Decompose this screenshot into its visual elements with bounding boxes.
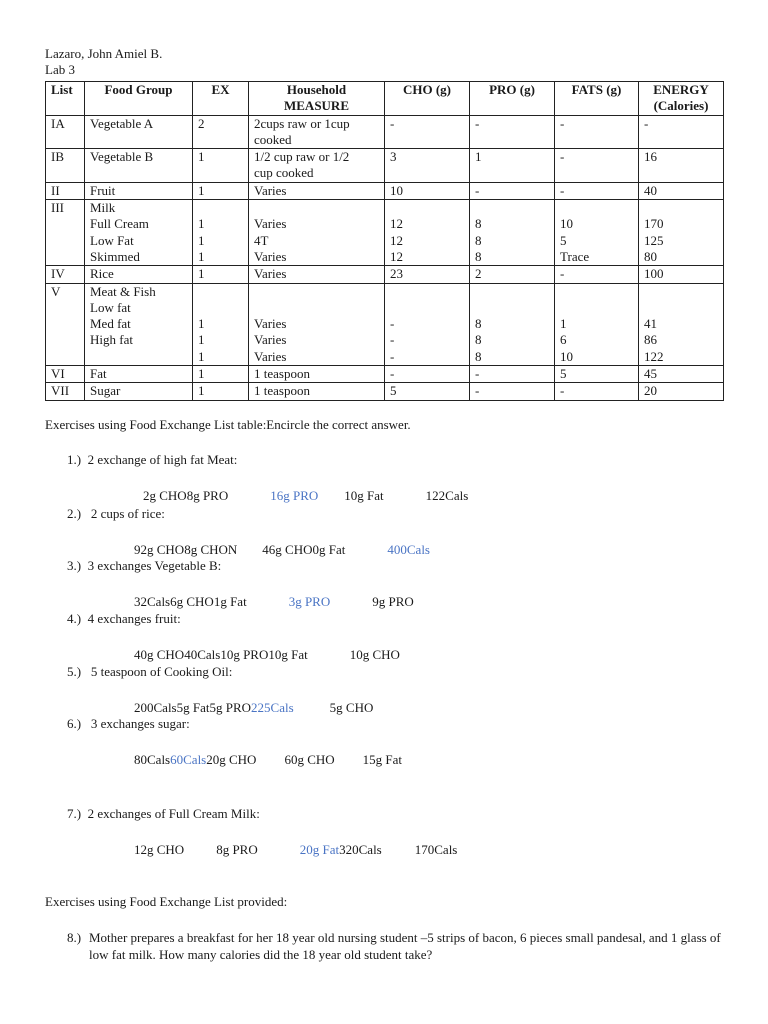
answer-option[interactable]: 15g Fat xyxy=(362,752,403,767)
table-cell: - xyxy=(385,115,470,149)
table-cell: Varies Varies Varies xyxy=(249,283,385,365)
table-cell: - xyxy=(470,115,555,149)
question-number: 4.) xyxy=(67,611,85,626)
table-cell: 12 12 12 xyxy=(385,200,470,266)
question-text: 4 exchanges fruit: xyxy=(84,611,181,626)
answer-option[interactable]: 8g CHON xyxy=(184,542,238,557)
table-header-row xyxy=(46,82,724,116)
answer-option[interactable]: 80Cals xyxy=(134,752,171,767)
answer-option[interactable]: 92g CHO xyxy=(134,542,185,557)
table-cell: 20 xyxy=(639,383,724,400)
answer-option[interactable]: 0g Fat xyxy=(312,542,346,557)
question-4 xyxy=(67,611,181,627)
question-text: 2 exchange of high fat Meat: xyxy=(84,452,238,467)
answer-option[interactable]: 12g CHO xyxy=(134,842,185,857)
table-cell: Meat & Fish Low fat Med fat High fat xyxy=(85,283,193,365)
table-cell: 1 xyxy=(193,149,249,183)
table-cell: 10 xyxy=(385,182,470,199)
table-cell: 1 1 1 xyxy=(193,200,249,266)
question-number: 7.) xyxy=(67,806,85,821)
question-number: 5.) xyxy=(67,664,85,679)
table-cell: Sugar xyxy=(85,383,193,400)
table-cell: - xyxy=(555,182,639,199)
table-cell: III xyxy=(46,200,85,266)
answer-option-highlighted[interactable]: 16g PRO xyxy=(270,488,319,503)
question-text: 3 exchanges sugar: xyxy=(84,716,190,731)
table-cell: 3 xyxy=(385,149,470,183)
answer-option[interactable]: 5g PRO xyxy=(209,700,252,715)
table-row xyxy=(46,266,724,283)
table-cell: Fat xyxy=(85,366,193,383)
table-cell: 45 xyxy=(639,366,724,383)
column-header: Household MEASURE xyxy=(249,82,385,116)
table-cell: IA xyxy=(46,115,85,149)
table-cell: 1 xyxy=(193,366,249,383)
answer-option[interactable]: 8g PRO xyxy=(216,842,258,857)
answer-option[interactable]: 122Cals xyxy=(425,488,469,503)
table-cell: 40 xyxy=(639,182,724,199)
table-cell: 1 xyxy=(193,182,249,199)
table-cell: 1 teaspoon xyxy=(249,383,385,400)
table-cell: IV xyxy=(46,266,85,283)
table-cell: 2cups raw or 1cup cooked xyxy=(249,115,385,149)
answer-option[interactable]: 170Cals xyxy=(414,842,458,857)
table-cell: Varies xyxy=(249,266,385,283)
question-2 xyxy=(67,506,165,522)
table-cell: 1 teaspoon xyxy=(249,366,385,383)
answer-option[interactable]: 20g CHO xyxy=(206,752,257,767)
table-cell: 8 8 8 xyxy=(470,200,555,266)
table-cell: 170 125 80 xyxy=(639,200,724,266)
answer-option-highlighted[interactable]: 3g PRO xyxy=(288,594,331,609)
column-header: CHO (g) xyxy=(385,82,470,116)
question-number: 3.) xyxy=(67,558,85,573)
table-cell: - xyxy=(470,182,555,199)
answer-options xyxy=(134,842,457,858)
answer-option[interactable]: 10g PRO xyxy=(220,647,269,662)
table-row xyxy=(46,366,724,383)
answer-option[interactable]: 9g PRO xyxy=(372,594,414,609)
table-cell: 1/2 cup raw or 1/2 cup cooked xyxy=(249,149,385,183)
answer-option[interactable]: 60g CHO xyxy=(284,752,335,767)
question-number: 8.) xyxy=(67,930,82,945)
food-exchange-table xyxy=(45,81,724,401)
exercise-instructions: Exercises using Food Exchange List table:Encircle the correct answer. xyxy=(45,417,411,432)
table-row xyxy=(46,283,724,365)
table-cell: VII xyxy=(46,383,85,400)
answer-options xyxy=(134,647,400,663)
question-text: 2 exchanges of Full Cream Milk: xyxy=(84,806,260,821)
table-row xyxy=(46,182,724,199)
answer-option[interactable]: 200Cals xyxy=(134,700,177,715)
question-number: 2.) xyxy=(67,506,85,521)
answer-option[interactable]: 5g CHO xyxy=(329,700,374,715)
column-header: PRO (g) xyxy=(470,82,555,116)
table-cell: - - - xyxy=(385,283,470,365)
table-cell: Varies xyxy=(249,182,385,199)
table-cell: 1 xyxy=(470,149,555,183)
table-cell: VI xyxy=(46,366,85,383)
answer-option[interactable]: 40g CHO xyxy=(134,647,185,662)
table-cell: 1 1 1 xyxy=(193,283,249,365)
exercise-instructions-2: Exercises using Food Exchange List provided: xyxy=(45,894,288,909)
question-1 xyxy=(67,452,237,468)
table-cell: 5 xyxy=(385,383,470,400)
table-cell: IB xyxy=(46,149,85,183)
table-cell: - xyxy=(470,383,555,400)
table-row xyxy=(46,115,724,149)
table-cell: II xyxy=(46,182,85,199)
question-6 xyxy=(67,716,190,732)
answer-options xyxy=(134,700,373,716)
answer-option[interactable]: 8g PRO xyxy=(186,488,229,503)
table-cell: - xyxy=(385,366,470,383)
question-7 xyxy=(67,806,260,822)
answer-option-highlighted[interactable]: 20g Fat xyxy=(299,842,340,857)
table-cell: 10 5 Trace xyxy=(555,200,639,266)
table-cell: 1 xyxy=(193,266,249,283)
column-header: List xyxy=(46,82,85,116)
table-row xyxy=(46,200,724,266)
question-text: 3 exchanges Vegetable B: xyxy=(84,558,222,573)
table-cell: 16 xyxy=(639,149,724,183)
answer-option[interactable]: 10g Fat xyxy=(344,488,384,503)
document-header xyxy=(45,46,162,78)
question-5 xyxy=(67,664,232,680)
answer-option[interactable]: 46g CHO xyxy=(262,542,313,557)
student-name: Lazaro, John Amiel B. xyxy=(45,46,163,61)
answer-option[interactable]: 10g Fat xyxy=(268,647,308,662)
column-header: FATS (g) xyxy=(555,82,639,116)
table-cell: V xyxy=(46,283,85,365)
column-header: Food Group xyxy=(85,82,193,116)
answer-option[interactable]: 40Cals xyxy=(184,647,221,662)
table-cell: Varies 4T Varies xyxy=(249,200,385,266)
table-cell: 100 xyxy=(639,266,724,283)
question-text: 5 teaspoon of Cooking Oil: xyxy=(84,664,233,679)
table-cell: - xyxy=(555,383,639,400)
answer-option[interactable]: 320Cals xyxy=(339,842,382,857)
table-cell: 2 xyxy=(193,115,249,149)
question-number: 6.) xyxy=(67,716,85,731)
answer-option[interactable]: 5g Fat xyxy=(176,700,210,715)
table-row xyxy=(46,383,724,400)
answer-option[interactable]: 2g CHO xyxy=(143,488,187,503)
answer-option[interactable]: 10g CHO xyxy=(349,647,400,662)
answer-option-highlighted[interactable]: 225Cals xyxy=(251,700,294,715)
table-cell: Fruit xyxy=(85,182,193,199)
table-cell: Milk Full Cream Low Fat Skimmed xyxy=(85,200,193,266)
table-cell: 1 6 10 xyxy=(555,283,639,365)
answer-options xyxy=(134,542,430,558)
answer-option-highlighted[interactable]: 400Cals xyxy=(387,542,430,557)
question-number: 1.) xyxy=(67,452,85,467)
table-cell: Vegetable A xyxy=(85,115,193,149)
table-cell: 1 xyxy=(193,383,249,400)
table-cell: - xyxy=(470,366,555,383)
table-cell: - xyxy=(555,149,639,183)
question-text: 2 cups of rice: xyxy=(84,506,165,521)
table-cell: 8 8 8 xyxy=(470,283,555,365)
lab-title: Lab 3 xyxy=(45,62,75,77)
answer-option[interactable]: 1g Fat xyxy=(213,594,247,609)
answer-option[interactable]: 32Cals xyxy=(134,594,171,609)
answer-option[interactable]: 6g CHO xyxy=(170,594,214,609)
table-cell: - xyxy=(639,115,724,149)
question-text: Mother prepares a breakfast for her 18 year old nursing student –5 strips of bacon, 6 pieces small pandesal, and 1 glass of low fat milk. How many calories did the 18 year old student take? xyxy=(89,930,721,962)
table-cell: Rice xyxy=(85,266,193,283)
table-body xyxy=(46,115,724,400)
table-cell: Vegetable B xyxy=(85,149,193,183)
table-cell: 41 86 122 xyxy=(639,283,724,365)
answer-option-highlighted[interactable]: 60Cals xyxy=(170,752,207,767)
column-header: ENERGY (Calories) xyxy=(639,82,724,116)
table-cell: 2 xyxy=(470,266,555,283)
table-row xyxy=(46,149,724,183)
question-3 xyxy=(67,558,221,574)
table-cell: 5 xyxy=(555,366,639,383)
answer-options xyxy=(143,488,468,504)
answer-options xyxy=(134,752,402,768)
table-cell: - xyxy=(555,266,639,283)
answer-options xyxy=(134,594,414,610)
question-8 xyxy=(67,930,727,963)
table-cell: 23 xyxy=(385,266,470,283)
table-cell: - xyxy=(555,115,639,149)
column-header: EX xyxy=(193,82,249,116)
